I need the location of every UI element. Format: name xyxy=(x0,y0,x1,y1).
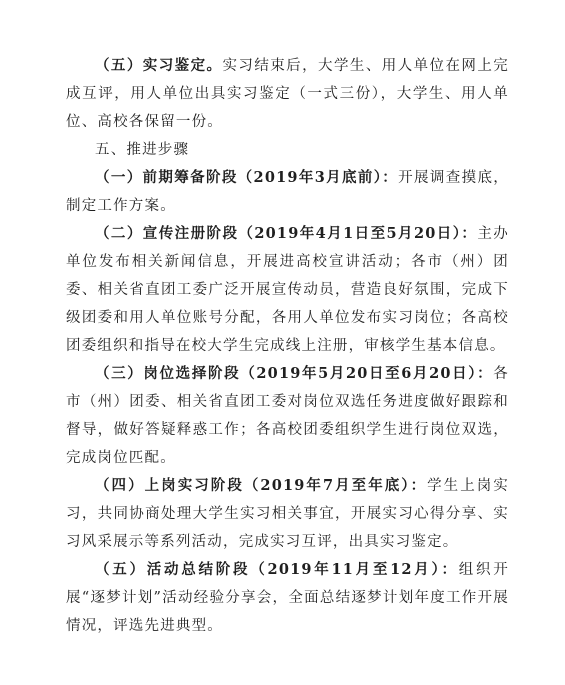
paragraph-heading: （五）活动总结阶段（2019年11月至12月）： xyxy=(95,561,459,578)
paragraph-heading: （四）上岗实习阶段（2019年7月至年底）： xyxy=(95,477,428,494)
paragraph-stage-5 xyxy=(66,556,509,640)
paragraph-text: 各市（州）团委、相关省直团工委对岗位双选任务进度做好跟踪和督导，做好答疑释惑工作；各高校团委组织学生进行岗位双选，完成岗位匹配。 xyxy=(66,366,509,466)
paragraph-stage-2 xyxy=(66,220,509,360)
paragraph-stage-4 xyxy=(66,472,509,556)
paragraph-text: 组织开展“逐梦计划”活动经验分享会，全面总结逐梦计划年度工作开展情况，评选先进典型。 xyxy=(66,562,509,634)
paragraph-text: 开展调查摸底，制定工作方案。 xyxy=(66,170,509,214)
section-heading-text: 五、推进步骤 xyxy=(95,142,190,158)
paragraph-heading: （三）岗位选择阶段（2019年5月20日至6月20日）： xyxy=(95,365,494,382)
paragraph-text: 学生上岗实习，共同协商处理大学生实习相关事宜，开展实习心得分享、实习风采展示等系列活动，完成实习互评，出具实习鉴定。 xyxy=(66,478,509,550)
section-heading-steps xyxy=(66,136,509,164)
paragraph-text: 实习结束后，大学生、用人单位在网上完成互评，用人单位出具实习鉴定（一式三份），大学生、用人单位、高校各保留一份。 xyxy=(66,58,509,130)
paragraph-heading: （二）宣传注册阶段（2019年4月1日至5月20日）： xyxy=(95,225,478,242)
paragraph-text: 主办单位发布相关新闻信息，开展进高校宣讲活动；各市（州）团委、相关省直团工委广泛开展宣传动员，营造良好氛围，完成下级团委和用人单位账号分配，各用人单位发布实习岗位；各高校团委组织和指导在校大学生完成线上注册，审核学生基本信息。 xyxy=(66,226,509,354)
paragraph-stage-3 xyxy=(66,360,509,472)
paragraph-heading: （一）前期筹备阶段（2019年3月底前）： xyxy=(95,169,399,186)
paragraph-evaluation xyxy=(66,52,509,136)
paragraph-heading: （五）实习鉴定。 xyxy=(95,57,223,74)
paragraph-stage-1 xyxy=(66,164,509,220)
